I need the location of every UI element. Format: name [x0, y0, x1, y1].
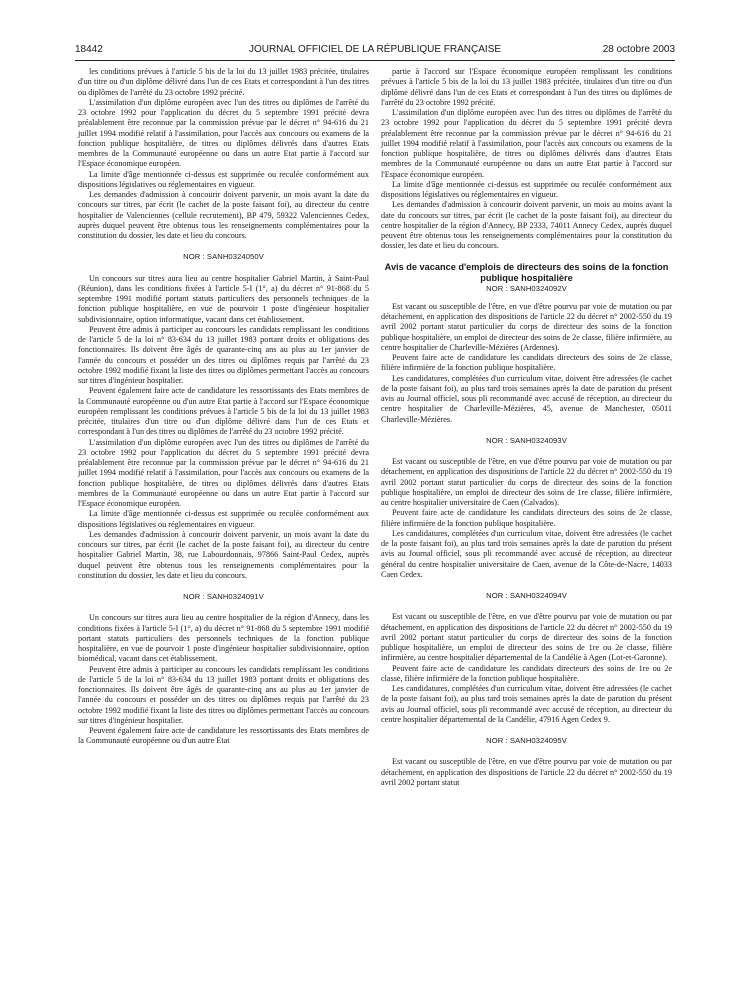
paragraph: Les candidatures, complétées d'un curriculum vitae, doivent être adressées (le cachet de la poste faisant foi), au plus tard trois semaines après la date de parution du présent avis au Journal officiel, sous pli recommandé avec accusé de réception, au directeur général du centre hospitalier universitaire de Caen, avenue de la Côte-de-Nacre, 14033 Caen Cedex.	[381, 528, 672, 579]
paragraph: Est vacant ou susceptible de l'être, en vue d'être pourvu par voie de mutation ou par détachement, en application des dispositions de l'article 22 du décret n° 2002-550 du 19 avril 2002 portant statut particulier du corps de directeur des soins de la fonction publique hospitalière, un emploi de directeur des soins de 2e classe, filière infirmière, au centre hospitalier de Charleville-Mézières (Ardennes).	[381, 301, 672, 352]
paragraph: L'assimilation d'un diplôme européen avec l'un des titres ou diplômes de l'arrêté du 23 octobre 1992 pour l'application du décret du 5 septembre 1991 précité devra préalablement être reconnue par la commission prévue par le décret n° 94-616 du 21 juillet 1994 modifié relatif à l'assimilation, pour l'accès aux concours ou examens de la fonction publique hospitalière, de titres ou diplômes délivrés dans d'autres Etats membres de la Communauté européenne ou dans un autre Etat partie à l'accord sur l'Espace économique européen.	[78, 97, 369, 169]
paragraph: Peuvent faire acte de candidature les candidats directeurs des soins de 2e classe, filière infirmière de la fonction publique hospitalière.	[381, 353, 672, 373]
paragraph: Un concours sur titres aura lieu au centre hospitalier Gabriel Martin, à Saint-Paul (Réunion), dans les conditions fixées à l'article 5-I (1°, a) du décret n° 91-868 du 5 septembre 1991 modifié portant statuts particuliers des personnels techniques de la fonction publique hospitalière, en vue de pourvoir 1 poste d'ingénieur hospitalier subdivisionnaire, option informatique, vacant dans cet établissement.	[78, 273, 369, 324]
nor-reference: NOR : SANH0324093V	[486, 435, 567, 445]
paragraph: L'assimilation d'un diplôme européen avec l'un des titres ou diplômes de l'arrêté du 23 octobre 1992 pour l'application du décret du 5 septembre 1991 précité devra préalablement être reconnue par la commission prévue par le décret n° 94-616 du 21 juillet 1994 modifié relatif à l'assimilation, pour l'accès aux concours ou examens de la fonction publique hospitalière, de titres ou diplômes délivrés dans d'autres Etats membres de la Communauté européenne ou dans un autre Etat partie à l'accord sur l'Espace économique européen.	[78, 437, 369, 508]
paragraph: Les demandes d'admission à concourir doivent parvenir, un mois avant la date du concours sur titres, par écrit (le cachet de la poste faisant foi), au directeur du centre hospitalier Gabriel Martin, 38, rue Labourdonnais, 97866 Saint-Paul Cedex, auprès duquel peuvent être obtenus tous les renseignements complémentaires pour la constitution du dossier, les date et lieu du concours.	[78, 529, 369, 580]
paragraph: L'assimilation d'un diplôme européen avec l'un des titres ou diplômes de l'arrêté du 23 octobre 1992 pour l'application du décret du 5 septembre 1991 précité devra préalablement être reconnue par la commission prévue par le décret n° 94-616 du 21 juillet 1994 modifié relatif à l'assimilation, pour l'accès aux concours ou examens de la fonction publique hospitalière, de titres ou diplômes délivrés dans d'autres Etats membres de la Communauté européenne ou dans un autre Etat partie à l'accord sur l'Espace économique européen.	[381, 108, 672, 179]
left-column	[78, 67, 369, 747]
issue-date: 28 octobre 2003	[602, 44, 675, 55]
paragraph: les conditions prévues à l'article 5 bis de la loi du 13 juillet 1983 précitée, titulaires d'un titre ou d'un diplôme délivré dans l'un de ces Etats et correspondant à l'un des titres ou diplômes de l'arrêté du 23 octobre 1992 précité.	[78, 67, 369, 97]
nor-reference: NOR : SANH0324092V	[486, 283, 567, 293]
nor-reference: NOR : SANH0324094V	[486, 591, 567, 600]
paragraph: La limite d'âge mentionnée ci-dessus est supprimée ou reculée conformément aux dispositions législatives ou réglementaires en vigueur.	[381, 179, 672, 199]
paragraph: Est vacant ou susceptible de l'être, en vue d'être pourvu par voie de mutation ou par détachement, en application des dispositions de l'article 22 du décret n° 2002-550 du 19 avril 2002 portant statut particulier du corps de directeur des soins de la fonction publique hospitalière, un emploi de directeur des soins de 1re ou 2e classe, filière infirmière, au centre hospitalier départemental de la Candélie à Agen (Lot-et-Garonne).	[381, 612, 672, 663]
paragraph: Peuvent également faire acte de candidature les ressortissants des Etats membres de la Communauté européenne ou d'un autre Etat	[78, 726, 369, 746]
section-title: Avis de vacance d'emplois de directeurs des soins de la fonction publique hospitalière	[384, 261, 669, 283]
nor-reference: NOR : SANH0324050V	[183, 252, 264, 262]
paragraph: Les demandes d'admission à concourir doivent parvenir, un mois avant la date du concours sur titres, par écrit (le cachet de la poste faisant foi), au directeur du centre hospitalier de Valenciennes (cellule recrutement), BP 479, 59322 Valenciennes Cedex, auprès duquel peuvent être obtenus tous les renseignements complémentaires pour la constitution du dossier, les date et lieu du concours.	[78, 190, 369, 240]
paragraph: Est vacant ou susceptible de l'être, en vue d'être pourvu par voie de mutation ou par détachement, en application des dispositions de l'article 22 du décret n° 2002-550 du 19 avril 2002 portant statut particulier du corps de directeur des soins de la fonction publique hospitalière, un emploi de directeur des soins de 1re classe, filière infirmière, au centre hospitalier universitaire de Caen (Calvados).	[381, 457, 672, 507]
nor-reference: NOR : SANH0324095V	[486, 736, 567, 745]
paragraph: Peuvent faire acte de candidature les candidats directeurs des soins de 1re ou 2e classe, filière infirmière de la fonction publique hospitalière.	[381, 663, 672, 683]
paragraph: Un concours sur titres aura lieu au centre hospitalier de la région d'Annecy, dans les conditions fixées à l'article 5-I (1°, a) du décret n° 91-868 du 5 septembre 1991 modifié portant statuts particuliers des personnels techniques de la fonction publique hospitalière, en vue de pourvoir 1 poste d'ingénieur hospitalier subdivisionnaire, option biomédical, vacant dans cet établissement.	[78, 613, 369, 664]
header-rule	[75, 60, 675, 61]
nor-reference: NOR : SANH0324091V	[183, 592, 264, 601]
paragraph: La limite d'âge mentionnée ci-dessus est supprimée ou reculée conformément aux dispositions législatives ou réglementaires en vigueur.	[78, 169, 369, 189]
page-number: 18442	[75, 44, 103, 55]
paragraph: Peuvent également faire acte de candidature les ressortissants des Etats membres de la Communauté européenne ou d'un autre Etat partie à l'accord sur l'Espace économique européen remplissant les conditions prévues à l'article 5 bis de la loi du 13 juillet 1983 précitée, titulaires d'un titre ou d'un diplôme délivré dans l'un de ces Etats et correspondant à l'un des titres ou diplômes de l'arrêté du 23 octobre 1992 précité.	[78, 386, 369, 437]
paragraph: partie à l'accord sur l'Espace économique européen remplissant les conditions prévues à l'article 5 bis de la loi du 13 juillet 1983 précitée, titulaires d'un titre ou d'un diplôme délivré dans l'un de ces Etats et correspondant à l'un des titres ou diplômes de l'arrêté du 23 octobre 1992 précité.	[381, 67, 672, 107]
paragraph: La limite d'âge mentionnée ci-dessus est supprimée ou reculée conformément aux dispositions législatives ou réglementaires en vigueur.	[78, 509, 369, 529]
paragraph: Est vacant ou susceptible de l'être, en vue d'être pourvu par voie de mutation ou par détachement, en application des dispositions de l'article 22 du décret n° 2002-550 du 19 avril 2002 portant statut	[381, 757, 672, 787]
page-header	[75, 44, 675, 60]
right-column	[381, 67, 672, 788]
paragraph: Peuvent faire acte de candidature les candidats directeurs des soins de 2e classe, filière infirmière de la fonction publique hospitalière.	[381, 508, 672, 528]
paragraph: Les candidatures, complétées d'un curriculum vitae, doivent être adressées (le cachet de la poste faisant foi), au plus tard trois semaines après la date de parution du présent avis au Journal officiel, sous pli recommandé avec accusé de réception, au directeur du centre hospitalier départemental de la Candélie, 47916 Agen Cedex 9.	[381, 684, 672, 724]
paragraph: Peuvent être admis à participer au concours les candidats remplissant les conditions de l'article 5 de la loi n° 83-634 du 13 juillet 1983 portant droits et obligations des fonctionnaires. Ils doivent être âgés de quarante-cinq ans au plus au 1er janvier de l'année du concours et posséder un des titres ou diplômes requis par l'arrêté du 23 octobre 1992 modifié fixant la liste des titres ou diplômes permettant l'accès au concours sur titres d'ingénieur hospitalier.	[78, 324, 369, 385]
journal-title: JOURNAL OFFICIEL DE LA RÉPUBLIQUE FRANÇAISE	[248, 44, 502, 55]
paragraph: Peuvent être admis à participer au concours les candidats remplissant les conditions de l'article 5 de la loi n° 83-634 du 13 juillet 1983 portant droits et obligations des fonctionnaires. Ils doivent être âgés de quarante-cinq ans au plus au 1er janvier de l'année du concours et posséder un des titres ou diplômes requis par l'arrêté du 23 octobre 1992 modifié fixant la liste des titres ou diplômes permettant l'accès au concours sur titres d'ingénieur hospitalier.	[78, 664, 369, 725]
paragraph: Les candidatures, complétées d'un curriculum vitae, doivent être adressées (le cachet de la poste faisant foi), au plus tard trois semaines après la date de parution du présent avis au Journal officiel, sous pli recommandé avec accusé de réception, au directeur du centre hospitalier de Charleville-Mézières, 45, avenue de Manchester, 05011 Charleville-Mézières.	[381, 373, 672, 424]
paragraph: Les demandes d'admission à concourir doivent parvenir, un mois au moins avant la date du concours sur titres, par écrit (le cachet de la poste faisant foi), au directeur du centre hospitalier de la région d'Annecy, BP 2333, 74011 Annecy Cedex, auprès duquel peuvent être obtenus tous les renseignements complémentaires pour la constitution du dossier, les date et lieu du concours.	[381, 200, 672, 251]
